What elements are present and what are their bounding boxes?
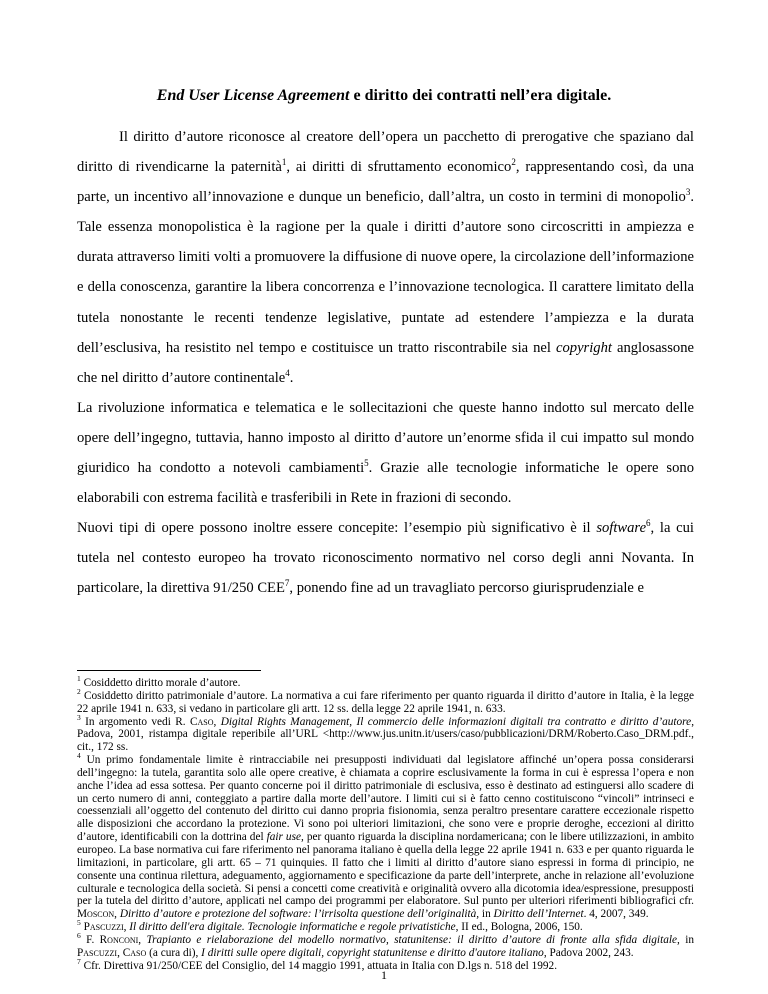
footnote [77,751,695,921]
text-run: , [114,908,120,921]
text-run: Cosiddetto diritto patrimoniale d’autore. La normativa a cui fare riferimento per quanto riguarda il diritto d’autore in Italia, è la legge 22 aprile 1941 n. 633, si vedano in particolare gli artt. 12 ss. della legge 22 aprile 1941, n. 633. [77,689,694,715]
footnote [77,918,694,934]
title-italic: End User License Agreement [156,87,350,104]
text-run: in [679,933,694,946]
footnote-ref: 7 [77,956,81,966]
footnote-ref: 2 [77,687,81,697]
footnote [77,931,694,960]
text-run: , ponendo fine ad un travagliato percorso giurisprudenziale e [289,580,644,597]
text-run: , ai diritti di sfruttamento economico [286,159,512,176]
italic-text: Digital Rights Management, Il commercio delle informazioni digitali tra contratto e diritto d’autore [220,715,692,728]
text-run: Nuovi tipi di opere possono inoltre essere concepite: l’esempio più significativo è il [77,520,597,537]
author-name: Caso [189,715,214,728]
author-name: Pascuzzi [83,921,124,934]
text-run: , la cui tutela nel contesto europeo ha trovato riconoscimento normativo nel corso degli anni Novanta. In particolare, la direttiva 91/250 CEE [77,520,694,597]
footnote-ref: 5 [364,458,369,469]
text-run: In argomento vedi R. [80,715,190,728]
footnote [77,674,694,690]
footnote [77,712,695,755]
footnote-ref: 6 [77,931,81,941]
text-run: F. [80,933,100,946]
footnotes [77,674,695,972]
author-name: Ronconi [99,933,139,946]
footnote-ref: 1 [77,674,81,684]
text-run: , [138,933,147,946]
text-run: , II ed., Bologna, 2006, 150. [455,921,583,934]
italic-text: fair use, [266,831,304,844]
text-run: Cfr. Direttiva 91/250/CEE del Consiglio, del 14 maggio 1991, attuata in Italia con D.lgs n. 518 del 1992. [80,959,558,972]
author-name: Caso [122,946,147,959]
page-title [0,86,768,106]
italic-text: Trapianto e rielaborazione del modello normativo, statunitense: il diritto d’autore di fronte alla sfida digitale, [146,933,680,946]
italic-text: I diritti sulle opere digitali, copyright statunitense e diritto d'autore italiano [201,946,544,959]
footnote [77,687,694,716]
footnote-ref: 4 [77,751,81,761]
paragraph [77,393,694,513]
text-run: . 4, 2007, 349. [583,908,649,921]
text-run: La rivoluzione informatica e telematica e le sollecitazioni che queste hanno indotto sul mercato delle opere dell’ingegno, tuttavia, hanno imposto al diritto d’autore un’enorme sfida il cui impatto sul mondo giuridico ha condotto a notevoli cambiamenti [77,399,694,477]
paragraph [77,513,694,603]
text-run: , [123,921,130,934]
author-name: Pascuzzi [77,946,118,959]
footnote-ref: 1 [281,157,287,168]
italic-text: Diritto d’autore e protezione del software: l’irrisolta questione dell’originalità, [119,908,480,921]
italic-text: Diritto dell’Internet [493,908,584,921]
text-run: , Padova 2002, 243. [543,946,634,959]
text-run: in [479,908,494,921]
footnote-ref: 4 [285,367,290,378]
footnote-separator [77,670,261,671]
page-number: 1 [381,968,387,982]
footnote-ref: 2 [511,157,516,168]
text-run: . Grazie alle tecnologie informatiche le opere sono elaborabili con estrema facilità e trasferibili in Rete in frazioni di secondo. [77,460,694,507]
footnote-ref: 3 [77,712,81,722]
text-run: , rappresentando così, da una parte, un incentivo all’innovazione e dunque un beneficio, dall’altra, un costo in termini di monopolio [77,159,694,206]
footnote-ref: 6 [646,518,651,529]
text-run: anglosassone che nel diritto d’autore continentale [77,339,694,386]
text-run: , [213,715,221,728]
paragraph [77,122,694,393]
italic-text: Il diritto dell'era digitale. Tecnologie informatiche e regole privatistiche [129,921,456,934]
footnote-ref: 7 [284,578,290,589]
text-run: . [289,369,294,386]
footnote-ref: 3 [685,187,691,198]
body-text [77,122,694,604]
text-run: (a cura di), [146,946,202,959]
text-run: . Tale essenza monopolistica è la ragione per la quale i diritti d’autore sono circoscritti in ampiezza e durata attraverso limiti volti a promuovere la diffusione di nuove opere, la circolazione dell’informazione e della conoscenza, garantire la libera concorrenza e l’innovazione tecnologica. Il carattere limitato della tutela nonostante le recenti tendenze legislative, puntate ad estendere l’ampiezza e la durata dell’esclusiva, ha resistito nel tempo e costituisce un tratto riscontrabile sia nel [77,189,694,356]
text-run: , [117,946,123,959]
text-run: per quanto riguarda la disciplina nordamericana; con le libere utilizzazioni, in ambito europeo. La base normativa cui fare riferimento nel panorama italiano è quella della legge 22 aprile 1941 n. 633 e per quanto riguarda le limitazioni, in particolare, gli artt. 65 – 71 quinquies. Il fatto che i limiti al diritto d’autore siano espressi in forma di principio, ne consente una continua rilettura, adeguamento, aggiornamento e specificazione da parte dell’interprete, anche in relazione all’evoluzione culturale e tecnologica della società. Si pensi a concetti come creatività e originalità ovvero alla dicotomia idea/espressione, presupposti per la tutela del diritto d’autore, applicati nel campo dei programmi per elaboratore. Sul punto per ulteriori riferimenti bibliografici cfr. [77,831,695,908]
title-rest: e diritto dei contratti nell’era digitale. [349,87,612,104]
text-run: Un primo fondamentale limite è rintracciabile nei presupposti individuati dal legislatore affinché un’opera possa considerarsi dell’ingegno: la tutela, garantita solo alle opere creative, è chiamata a coprire esclusivamente la forma in cui è espressa l’opera e non anche l’idea ad essa sottesa. Per quanto concerne poi il diritto patrimoniale di esclusiva, esso è destinato ad estinguersi allo scadere di un certo numero di anni, conteggiato a partire dalla morte dell’autore. I limiti cui si è fatto cenno costituiscono “vincoli” intrinseci e coessenziali all’oggetto del contenuto del diritto cui danno propria fisionomia, senza peraltro presentare carattere eccezionale rispetto alle disposizioni che accordano la protezione. Vi sono poi ulteriori limitazioni, che sono vere e proprie deroghe, eccezioni al diritto d’autore, identificabili con la dottrina del [77,754,694,844]
italic-text: software [596,520,647,537]
author-name: Moscon [77,908,115,921]
text-run: Cosiddetto diritto morale d’autore. [80,677,241,689]
text-run: Il diritto d’autore riconosce al creatore dell’opera un pacchetto di prerogative che spaziano dal diritto di rivendicarne la paternità [77,129,694,176]
text-run: , Padova, 2001, ristampa digitale reperibile all’URL <http://www.jus.unitn.it/users/caso/pubblicazioni/DRM/Roberto.Caso_DRM.pdf., cit., 172 ss. [77,715,695,754]
italic-text: copyright [556,339,612,356]
footnote-ref: 5 [77,918,81,928]
